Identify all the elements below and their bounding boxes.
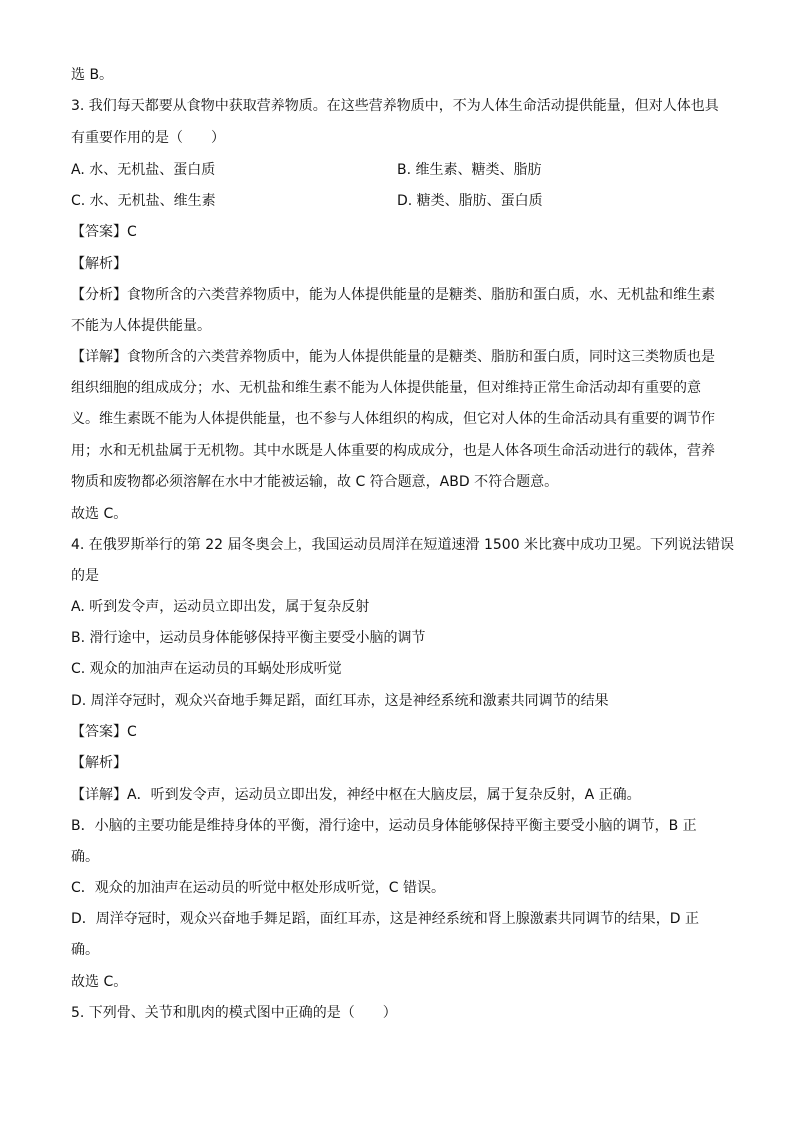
analysis-text: 不能为人体提供能量。 <box>71 318 211 334</box>
option-b: B. 维生素、糖类、脂肪 <box>397 162 542 178</box>
detail-text: D．周洋夺冠时，观众兴奋地手舞足蹈，面红耳赤，这是神经系统和肾上腺激素共同调节的结果，D 正 <box>71 911 700 927</box>
analysis-label: 【解析】 <box>71 256 127 272</box>
option-d: D. 周洋夺冠时，观众兴奋地手舞足蹈，面红耳赤，这是神经系统和激素共同调节的结果 <box>71 693 609 709</box>
option-c: C. 水、无机盐、维生素 <box>71 193 216 209</box>
detail-text: 物质和废物都必须溶解在水中才能被运输，故 C 符合题意，ABD 不符合题意。 <box>71 474 559 490</box>
option-c: C. 观众的加油声在运动员的耳蜗处形成听觉 <box>71 661 342 677</box>
text-line: 选 B。 <box>71 67 114 83</box>
question-3-stem: 3. 我们每天都要从食物中获取营养物质。在这些营养物质中，不为人体生命活动提供能量，但对人体也具 <box>71 98 719 114</box>
detail-text: 【详解】A．听到发令声，运动员立即出发，神经中枢在大脑皮层，属于复杂反射，A 正确。 <box>71 787 641 803</box>
question-5-stem: 5. 下列骨、关节和肌肉的模式图中正确的是（ ） <box>71 1005 397 1021</box>
detail-text: 【详解】食物所含的六类营养物质中，能为人体提供能量的是糖类、脂肪和蛋白质，同时这三类物质也是 <box>71 349 715 365</box>
analysis-label: 【解析】 <box>71 755 127 771</box>
detail-text: C．观众的加油声在运动员的听觉中枢处形成听觉，C 错误。 <box>71 880 445 896</box>
conclusion: 故选 C。 <box>71 506 128 522</box>
question-4-stem-cont: 的是 <box>71 568 99 584</box>
detail-text: 义。维生素既不能为人体提供能量，也不参与人体组织的构成，但它对人体的生命活动具有重要的调节作 <box>71 411 715 427</box>
option-b: B. 滑行途中，运动员身体能够保持平衡主要受小脑的调节 <box>71 630 426 646</box>
question-3-stem-cont: 有重要作用的是（ ） <box>71 130 225 146</box>
option-a: A. 水、无机盐、蛋白质 <box>71 162 216 178</box>
option-d: D. 糖类、脂肪、蛋白质 <box>397 193 543 209</box>
detail-text: 确。 <box>71 942 99 958</box>
conclusion: 故选 C。 <box>71 974 128 990</box>
detail-text: B．小脑的主要功能是维持身体的平衡，滑行途中，运动员身体能够保持平衡主要受小脑的调节，B 正 <box>71 818 697 834</box>
answer-label: 【答案】C <box>71 224 137 240</box>
answer-label: 【答案】C <box>71 724 137 740</box>
option-a: A. 听到发令声，运动员立即出发，属于复杂反射 <box>71 599 370 615</box>
question-4-stem: 4. 在俄罗斯举行的第 22 届冬奥会上，我国运动员周洋在短道速滑 1500 米比赛中成功卫冕。下列说法错误 <box>71 537 735 553</box>
analysis-text: 【分析】食物所含的六类营养物质中，能为人体提供能量的是糖类、脂肪和蛋白质，水、无机盐和维生素 <box>71 287 715 303</box>
detail-text: 组织细胞的组成成分；水、无机盐和维生素不能为人体提供能量，但对维持正常生命活动却有重要的意 <box>71 380 701 396</box>
detail-text: 用；水和无机盐属于无机物。其中水既是人体重要的构成成分，也是人体各项生命活动进行的载体，营养 <box>71 443 715 459</box>
detail-text: 确。 <box>71 849 99 865</box>
